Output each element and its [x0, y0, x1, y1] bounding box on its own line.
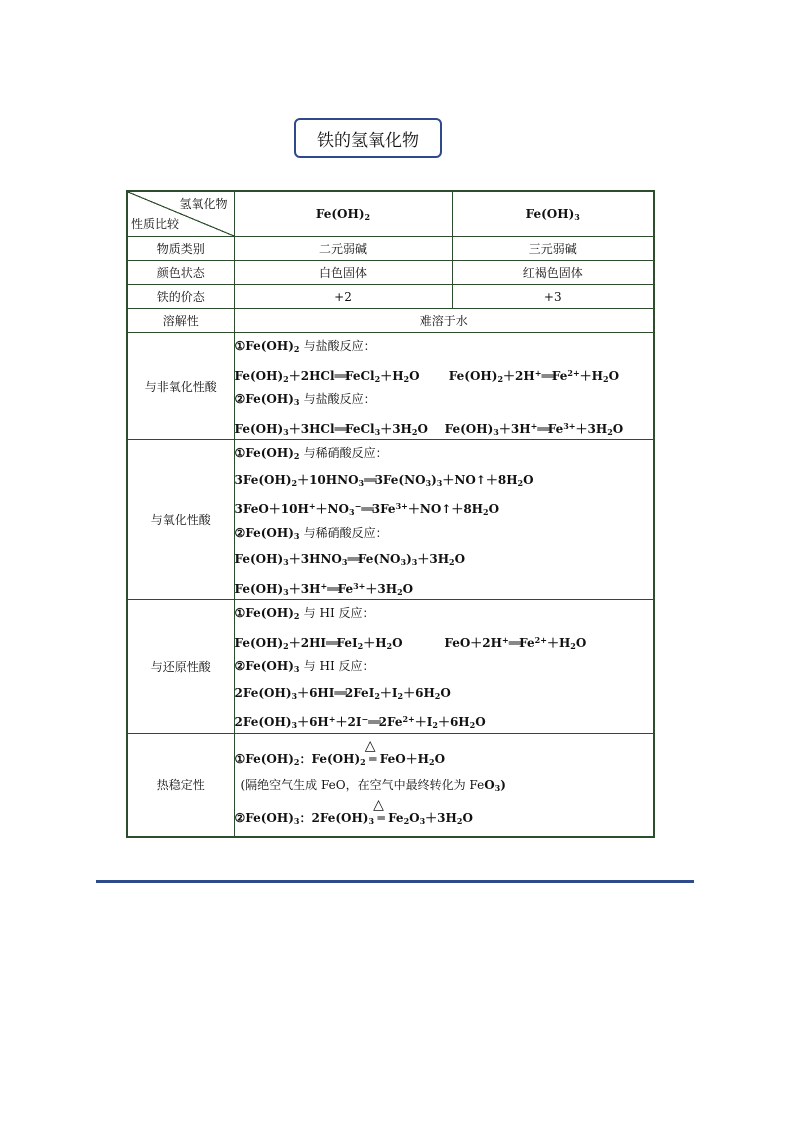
- equation: $②Fe(OH)_3$：$2Fe(OH)_3$ △ ═ $Fe_2O_3+3H_2O$: [235, 798, 654, 832]
- row-label-valence: 铁的价态: [127, 285, 234, 309]
- equation: $Fe(OH)_2+2HI══FeI_2+H_2O$ $FeO+2H^+══Fe^{2+}+H_2O$: [234, 634, 587, 651]
- cell-non-oxidizing-acid: [234, 333, 654, 440]
- row-label-reducing-acid: 与还原性酸: [127, 600, 234, 734]
- cell-oxidizing-acid: [234, 440, 654, 600]
- cell-color-feoh3: 红褐色固体: [452, 261, 654, 285]
- equation: $①Fe(OH)_2$：$Fe(OH)_2$ △ ═ $FeO+H_2O$: [235, 742, 654, 772]
- table-row: [127, 261, 654, 285]
- reaction-heading: $②Fe(OH)_3$ 与稀硝酸反应：: [234, 525, 388, 541]
- note: (隔绝空气生成 FeO，在空气中最终转化为 FeO$_3$): [240, 777, 506, 793]
- row-label-oxidizing-acid: 与氧化性酸: [127, 440, 234, 600]
- cell-category-feoh2: 二元弱碱: [234, 237, 452, 261]
- table-row: [127, 285, 654, 309]
- equation: $3Fe(OH)_2+10HNO_3══3Fe(NO_3)_3+NO↑+8H_2O$: [234, 472, 534, 488]
- reaction-heading: $②Fe(OH)_3$ 与 HI 反应：: [234, 659, 375, 674]
- table-row: [127, 440, 654, 600]
- row-label-category: 物质类别: [127, 237, 234, 261]
- column-header-feoh2: $Fe(OH)_2$: [234, 191, 452, 237]
- table-row: [127, 333, 654, 440]
- row-label-non-oxidizing-acid: 与非氧化性酸: [127, 333, 234, 440]
- heat-triangle-icon: △: [364, 737, 376, 754]
- cell-reducing-acid: [234, 600, 654, 734]
- equation: $2Fe(OH)_3+6HI══2FeI_2+I_2+6H_2O$: [234, 685, 451, 701]
- row-label-color: 颜色状态: [127, 261, 234, 285]
- page-title: 铁的氢氧化物: [294, 118, 442, 158]
- cell-color-feoh2: 白色固体: [234, 261, 452, 285]
- reaction-heading: $①Fe(OH)_2$ 与 HI 反应：: [234, 606, 375, 621]
- cell-category-feoh3: 三元弱碱: [452, 237, 654, 261]
- table-row: [127, 237, 654, 261]
- reaction-heading: $①Fe(OH)_2$ 与盐酸反应：: [234, 339, 376, 354]
- table-row: [127, 309, 654, 333]
- row-label-thermal: 热稳定性: [127, 733, 234, 837]
- equation: $Fe(OH)_2+2HCl══FeCl_2+H_2O$ $Fe(OH)_2+2H^+══Fe^{2+}+H_2O$: [234, 367, 620, 384]
- table-header-row: [127, 191, 654, 237]
- corner-bottom-label: 性质比较: [131, 217, 180, 231]
- equation: $3FeO+10H^++NO_3^-══3Fe^{3+}+NO↑+8H_2O$: [234, 501, 500, 517]
- equation: $Fe(OH)_3+3HNO_3══Fe(NO_3)_3+3H_2O$: [234, 552, 466, 567]
- equation: $Fe(OH)_3+3H^+══Fe^{3+}+3H_2O$: [234, 580, 414, 597]
- cell-solubility: 难溶于水: [234, 309, 654, 333]
- reaction-heading: $①Fe(OH)_2$ 与稀硝酸反应：: [234, 446, 388, 461]
- properties-table: [126, 190, 655, 838]
- divider: [96, 880, 694, 883]
- row-label-solubility: 溶解性: [127, 309, 234, 333]
- corner-top-label: 氢氧化物: [179, 197, 228, 211]
- cell-thermal: [234, 733, 654, 837]
- equation: $2Fe(OH)_3+6H^++2I^-══2Fe^{2+}+I_2+6H_2O$: [234, 714, 486, 730]
- table-row: [127, 600, 654, 734]
- table-row: [127, 733, 654, 837]
- reaction-heading: $②Fe(OH)_3$ 与盐酸反应：: [234, 392, 376, 407]
- cell-valence-feoh2: +2: [234, 285, 452, 309]
- diagonal-header-cell: [127, 191, 234, 237]
- equation: $Fe(OH)_3+3HCl══FeCl_3+3H_2O$ $Fe(OH)_3+3H^+══Fe^{3+}+3H_2O$: [234, 420, 624, 437]
- heat-triangle-icon: △: [373, 797, 384, 813]
- cell-valence-feoh3: +3: [452, 285, 654, 309]
- column-header-feoh3: $Fe(OH)_3$: [452, 191, 654, 237]
